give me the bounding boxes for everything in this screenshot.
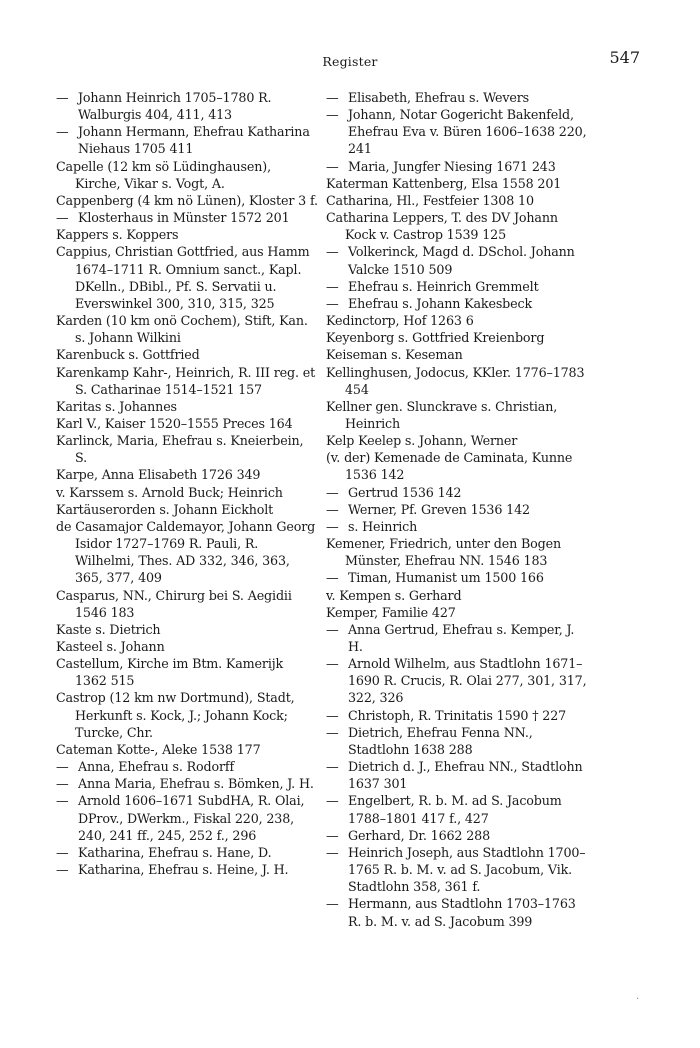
index-entry: — Ehefrau s. Johann Kakesbeck	[326, 295, 588, 312]
index-entry: — Hermann, aus Stadtlohn 1703–1763 R. b. M. v. ad S. Jacobum 399	[326, 895, 588, 929]
index-entry: — Katharina, Ehefrau s. Hane, D.	[56, 844, 318, 861]
index-entry: — Heinrich Joseph, aus Stadtlohn 1700–1765 R. b. M. v. ad S. Jacobum, Vik. Stadtlohn 358, 361 f.	[326, 844, 588, 895]
index-entry: Cateman Kotte-, Aleke 1538 177	[56, 741, 261, 757]
index-entry: Cappius, Christian Gottfried, aus Hamm 1674–1711 R. Omnium sanct., Kapl. DKelln., DBibl., Pf. S. Servatii u. Everswinkel 300, 310, 315, 325	[56, 244, 310, 311]
running-title: Register	[322, 54, 378, 69]
index-entry: — Johann, Notar Gogericht Bakenfeld, Ehefrau Eva v. Büren 1606–1638 220, 241	[326, 106, 588, 157]
index-entry: — Johann Heinrich 1705–1780 R. Walburgis 404, 411, 413	[56, 89, 318, 123]
index-entry: — Maria, Jungfer Niesing 1671 243	[326, 158, 588, 175]
index-entry: — Dietrich d. J., Ehefrau NN., Stadtlohn 1637 301	[326, 758, 588, 792]
index-entry: Casparus, NN., Chirurg bei S. Aegidii 1546 183	[56, 587, 292, 620]
page-header	[60, 44, 640, 74]
index-entry: Kellinghusen, Jodocus, KKler. 1776–1783 454	[326, 364, 585, 397]
index-entry: Karpe, Anna Elisabeth 1726 349	[56, 467, 261, 483]
index-entry: Catharina Leppers, T. des DV Johann Kock v. Castrop 1539 125	[326, 210, 558, 243]
index-entry: — Volkerinck, Magd d. DSchol. Johann Valcke 1510 509	[326, 243, 588, 277]
index-entry: — Werner, Pf. Greven 1536 142	[326, 501, 588, 518]
index-entry: — Gerhard, Dr. 1662 288	[326, 827, 588, 844]
index-entry: Keiseman s. Keseman	[326, 347, 463, 363]
index-entry: — Christoph, R. Trinitatis 1590 † 227	[326, 707, 588, 724]
index-entry: — Anna Maria, Ehefrau s. Bömken, J. H.	[56, 775, 318, 792]
index-entry: Kelp Keelep s. Johann, Werner	[326, 433, 518, 449]
index-entry: — s. Heinrich	[326, 518, 588, 535]
index-entry: Kemener, Friedrich, unter den Bogen Münster, Ehefrau NN. 1546 183	[326, 536, 562, 569]
index-entry: Karenkamp Kahr-, Heinrich, R. III reg. et S. Catharinae 1514–1521 157	[56, 364, 316, 397]
index-entry: — Arnold 1606–1671 SubdHA, R. Olai, DProv., DWerkm., Fiskal 220, 238, 240, 241 ff., 245, 252 f., 296	[56, 792, 318, 843]
index-entry: Kedinctorp, Hof 1263 6	[326, 313, 474, 329]
index-entry: Karden (10 km onö Cochem), Stift, Kan. s. Johann Wilkini	[56, 313, 308, 346]
page-number: 547	[609, 48, 640, 67]
index-column-right	[326, 89, 588, 930]
index-entry: — Gertrud 1536 142	[326, 484, 588, 501]
index-entry: Castellum, Kirche im Btm. Kamerijk 1362 515	[56, 656, 284, 689]
index-entry: Karitas s. Johannes	[56, 398, 177, 414]
index-entry: v. Karssem s. Arnold Buck; Heinrich	[56, 484, 283, 500]
index-entry: Karenbuck s. Gottfried	[56, 347, 200, 363]
index-entry: — Johann Hermann, Ehefrau Katharina Niehaus 1705 411	[56, 123, 318, 157]
index-entry: — Anna Gertrud, Ehefrau s. Kemper, J. H.	[326, 621, 588, 655]
index-entry: — Anna, Ehefrau s. Rodorff	[56, 758, 318, 775]
footer-mark: ·	[636, 994, 640, 1005]
index-entry: Kappers s. Koppers	[56, 227, 179, 243]
index-entry: Keyenborg s. Gottfried Kreienborg	[326, 330, 545, 346]
index-entry: — Arnold Wilhelm, aus Stadtlohn 1671–1690 R. Crucis, R. Olai 277, 301, 317, 322, 326	[326, 655, 588, 706]
index-entry: Katerman Kattenberg, Elsa 1558 201	[326, 175, 562, 191]
index-entry: Capelle (12 km sö Lüdinghausen), Kirche, Vikar s. Vogt, A.	[56, 158, 271, 191]
index-entry: (v. der) Kemenade de Caminata, Kunne 1536 142	[326, 450, 573, 483]
index-entry: v. Kempen s. Gerhard	[326, 587, 462, 603]
index-entry: — Katharina, Ehefrau s. Heine, J. H.	[56, 861, 318, 878]
index-entry: Kellner gen. Slunckrave s. Christian, Heinrich	[326, 398, 558, 431]
index-entry: Castrop (12 km nw Dortmund), Stadt, Herkunft s. Kock, J.; Johann Kock; Turcke, Chr.	[56, 690, 295, 740]
index-entry: — Timan, Humanist um 1500 166	[326, 569, 588, 586]
index-entry: Karl V., Kaiser 1520–1555 Preces 164	[56, 415, 293, 431]
index-entry: Kaste s. Dietrich	[56, 621, 161, 637]
index-entry: — Dietrich, Ehefrau Fenna NN., Stadtlohn 1638 288	[326, 724, 588, 758]
index-entry: Kasteel s. Johann	[56, 639, 165, 654]
index-entry: — Elisabeth, Ehefrau s. Wevers	[326, 89, 588, 106]
index-entry: — Engelbert, R. b. M. ad S. Jacobum 1788–1801 417 f., 427	[326, 792, 588, 826]
index-entry: — Klosterhaus in Münster 1572 201	[56, 209, 318, 226]
index-entry: Catharina, Hl., Festfeier 1308 10	[326, 192, 534, 208]
index-column-left	[56, 89, 318, 878]
index-entry: Cappenberg (4 km nö Lünen), Kloster 3 f.	[56, 192, 318, 208]
index-entry: — Ehefrau s. Heinrich Gremmelt	[326, 278, 588, 295]
index-entry: Kemper, Familie 427	[326, 604, 456, 620]
index-entry: de Casamajor Caldemayor, Johann Georg Isidor 1727–1769 R. Pauli, R. Wilhelmi, Thes. AD 332, 346, 363, 365, 377, 409	[56, 518, 316, 586]
index-entry: Kartäuserorden s. Johann Eickholt	[56, 501, 274, 517]
index-entry: Karlinck, Maria, Ehefrau s. Kneierbein, S.	[56, 433, 304, 466]
